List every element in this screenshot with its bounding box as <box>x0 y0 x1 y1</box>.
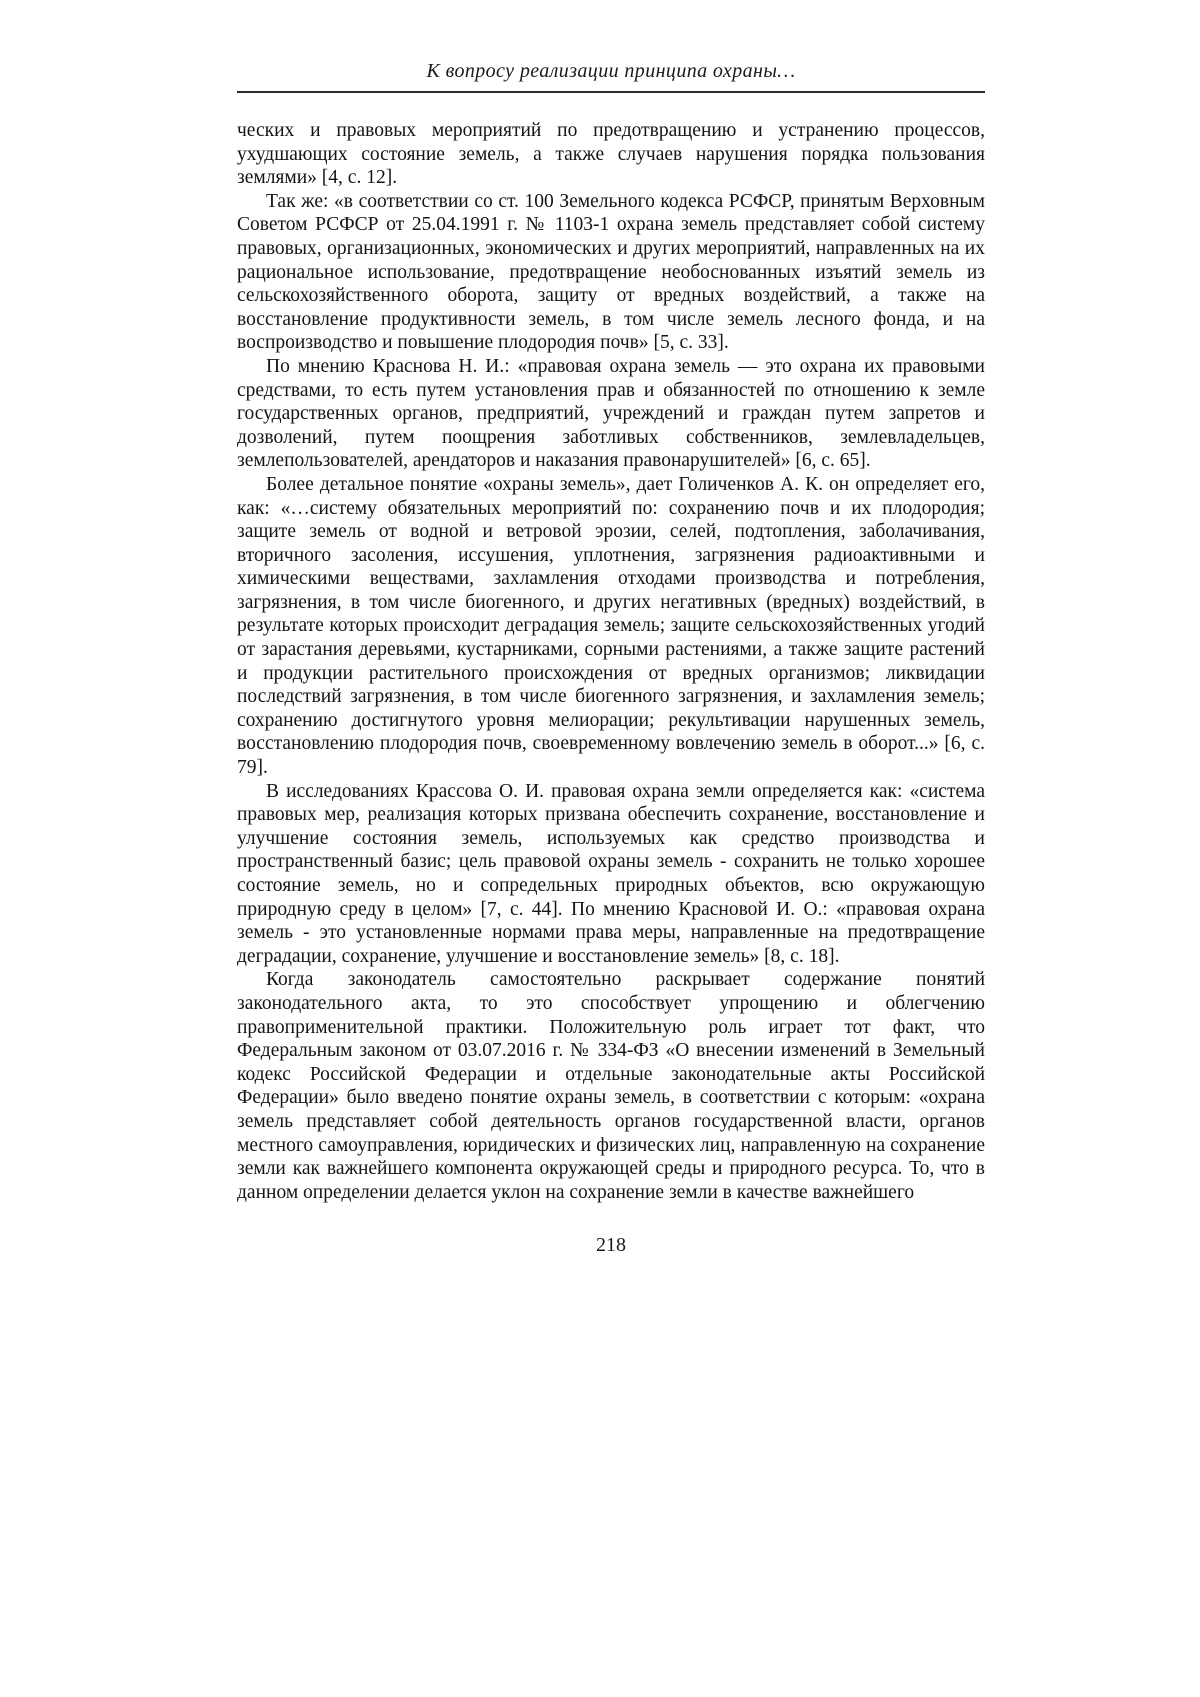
running-head <box>237 60 985 93</box>
header-divider <box>237 91 985 93</box>
paragraph: По мнению Краснова Н. И.: «правовая охрана земель — это охрана их правовыми средствами, то есть путем установления прав и обязанностей по отношению к земле государственных органов, предприятий, учреждений и граждан путем запретов и дозволений, путем поощрения заботливых собственников, землевладельцев, землепользователей, арендаторов и наказания правонарушителей» [6, с. 65]. <box>237 355 985 472</box>
body-text <box>237 119 985 1204</box>
running-head-title: К вопросу реализации принципа охраны… <box>426 60 796 82</box>
paragraph: В исследованиях Крассова О. И. правовая охрана земли определяется как: «система правовых мер, реализация которых призвана обеспечить сохранение, восстановление и улучшение состояния земель, используемых как средство производства и пространственный базис; цель правовой охраны земель - сохранить не только хорошее состояние земель, но и сопредельных природных объектов, всю окружающую природную среду в целом» [7, с. 44]. По мнению Красновой И. О.: «правовая охрана земель - это установленные нормами права меры, направленные на предотвращение деградации, сохранение, улучшение и восстановление земель» [8, с. 18]. <box>237 780 985 967</box>
paragraph: Так же: «в соответствии со ст. 100 Земельного кодекса РСФСР, принятым Верховным Советом РСФСР от 25.04.1991 г. № 1103-1 охрана земель представляет собой систему правовых, организационных, экономических и других мероприятий, направленных на их рациональное использование, предотвращение необоснованных изъятий земель из сельскохозяйственного оборота, защиту от вредных воздействий, а также на восстановление продуктивности земель, в том числе земель лесного фонда, и на воспроизводство и повышение плодородия почв» [5, с. 33]. <box>237 190 985 354</box>
paragraph: Более детальное понятие «охраны земель», дает Голиченков А. К. он определяет его, как: «…систему обязательных мероприятий по: сохранению почв и их плодородия; защите земель от водной и ветровой эрозии, селей, подтопления, заболачивания, вторичного засоления, иссушения, уплотнения, загрязнения радиоактивными и химическими веществами, захламления отходами производства и потребления, загрязнения, в том числе биогенного, и других негативных (вредных) воздействий, в результате которых происходит деградация земель; защите сельскохозяйственных угодий от зарастания деревьями, кустарниками, сорными растениями, а также защите растений и продукции растительного происхождения от вредных организмов; ликвидации последствий загрязнения, в том числе биогенного загрязнения, и захламления земель; сохранению достигнутого уровня мелиорации; рекультивации нарушенных земель, восстановлению плодородия почв, своевременному вовлечению земель в оборот...» [6, с. 79]. <box>237 473 985 779</box>
paragraph: Когда законодатель самостоятельно раскрывает содержание понятий законодательного акта, то это способствует упрощению и облегчению правоприменительной практики. Положительную роль играет тот факт, что Федеральным законом от 03.07.2016 г. № 334-ФЗ «О внесении изменений в Земельный кодекс Российской Федерации и отдельные законодательные акты Российской Федерации» было введено понятие охраны земель, в соответствии с которым: «охрана земель представляет собой деятельность органов государственной власти, органов местного самоуправления, юридических и физических лиц, направленную на сохранение земли как важнейшего компонента окружающей среды и природного ресурса. То, что в данном определении делается уклон на сохранение земли в качестве важнейшего <box>237 969 985 1203</box>
paragraph: ческих и правовых мероприятий по предотвращению и устранению процессов, ухудшающих состояние земель, а также случаев нарушения порядка пользования землями» [4, с. 12]. <box>237 120 985 189</box>
page-number: 218 <box>596 1234 626 1257</box>
text-column <box>237 0 985 1257</box>
